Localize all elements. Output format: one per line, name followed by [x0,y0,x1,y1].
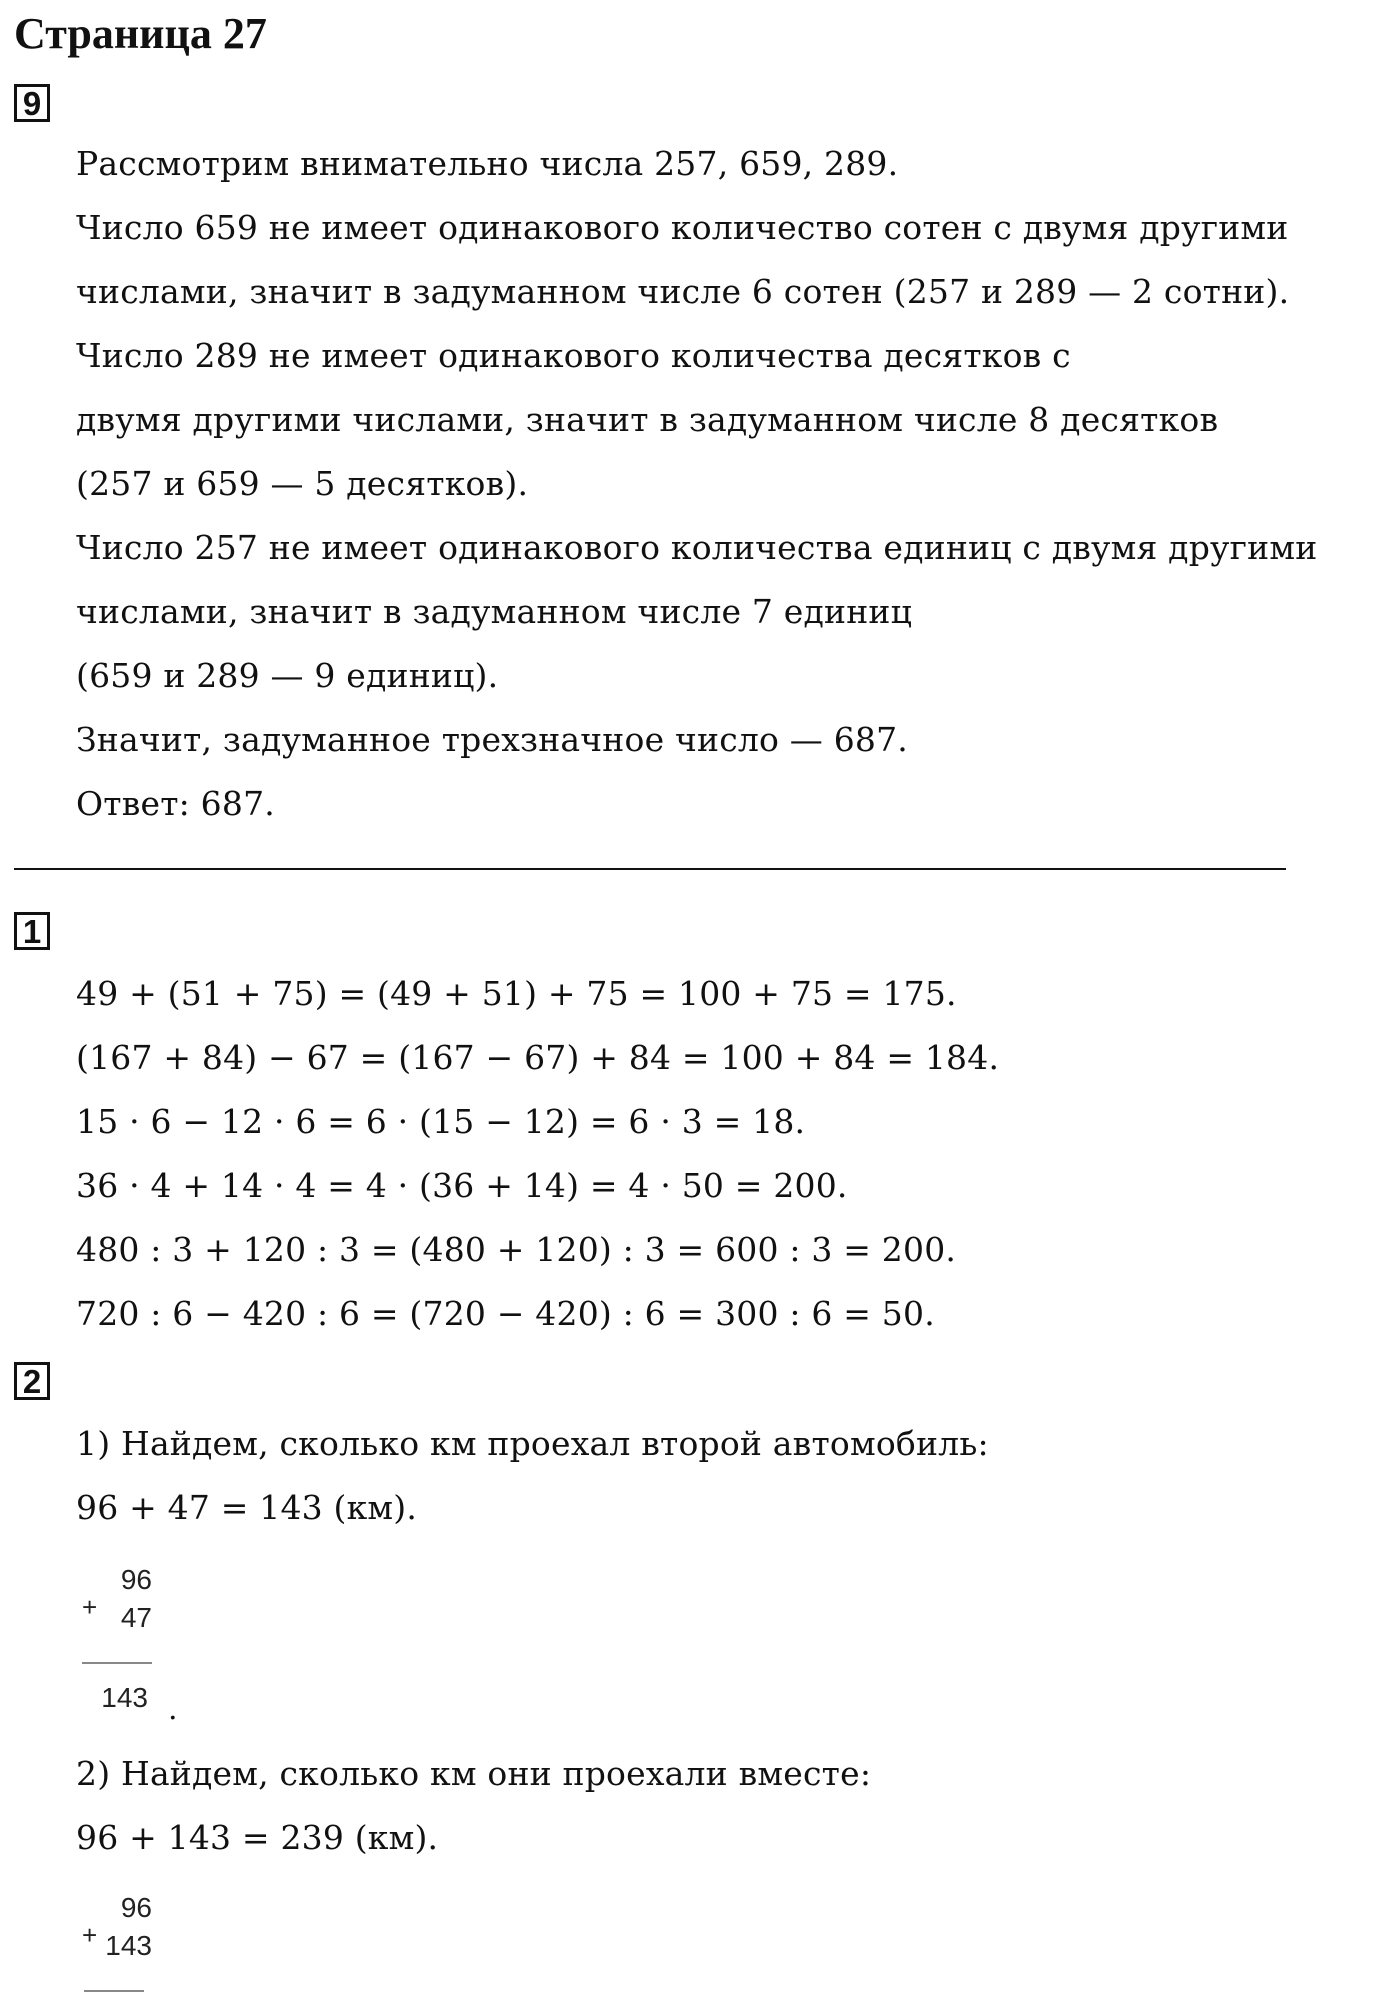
task-9-solution [76,132,1317,836]
step-equation: 96 + 143 = 239 (км). [76,1818,439,1857]
equation-line: 480 : 3 + 120 : 3 = (480 + 120) : 3 = 600 : 3 = 200. [76,1230,957,1269]
solution-line: (659 и 289 — 9 единиц). [76,656,499,695]
addend-2: 143 [105,1930,152,1961]
task-1-solution [76,962,999,1346]
equation-line: 36 · 4 + 14 · 4 = 4 · (36 + 14) = 4 · 50 = 200. [76,1166,848,1205]
solution-line: Число 257 не имеет одинакового количества единиц с двумя другими [76,528,1318,567]
plus-sign: + [82,1592,98,1622]
equation-line: 15 · 6 − 12 · 6 = 6 · (15 − 12) = 6 · 3 = 18. [76,1102,806,1141]
answer-line: Ответ: 687. [76,784,275,823]
task-number-2: 2 [14,1362,50,1400]
task-2-step-2 [76,1742,871,1870]
section-divider [14,868,1286,870]
step-text: 2) Найдем, сколько км они проехали вместе: [76,1754,872,1793]
task-2-step-1 [76,1412,989,1540]
equation-line: 720 : 6 − 420 : 6 = (720 − 420) : 6 = 300 : 6 = 50. [76,1294,935,1333]
sum-result: 143 [101,1682,148,1713]
solution-line: двумя другими числами, значит в задуманном числе 8 десятков [76,400,1219,439]
page-title: Страница 27 [14,9,267,58]
column-addition-2 [82,1888,172,2000]
addend-1: 96 [120,1564,152,1595]
task-number-9: 9 [14,84,50,122]
solution-line: Значит, задуманное трехзначное число — 687. [76,720,908,759]
step-equation: 96 + 47 = 143 (км). [76,1488,418,1527]
equation-line: (167 + 84) − 67 = (167 − 67) + 84 = 100 + 84 = 184. [76,1038,1000,1077]
solution-line: числами, значит в задуманном числе 6 сотен (257 и 289 — 2 сотни). [76,272,1290,311]
step-text: 1) Найдем, сколько км проехал второй автомобиль: [76,1424,989,1463]
task-number-1: 1 [14,912,50,950]
solution-line: Число 289 не имеет одинакового количества десятков с [76,336,1071,375]
plus-sign: + [82,1920,98,1950]
sum-line [82,1662,152,1664]
solution-line: (257 и 659 — 5 десятков). [76,464,529,503]
sum-line [84,1990,144,1992]
addend-1: 96 [120,1892,152,1923]
addend-2: 47 [120,1602,152,1633]
solution-line: числами, значит в задуманном числе 7 единиц [76,592,913,631]
solution-line: Рассмотрим внимательно числа 257, 659, 289. [76,144,899,183]
solution-line: Число 659 не имеет одинакового количество сотен с двумя другими [76,208,1289,247]
equation-line: 49 + (51 + 75) = (49 + 51) + 75 = 100 + 75 = 175. [76,974,957,1013]
period: . [168,1692,178,1727]
column-addition-1 [82,1560,172,1720]
